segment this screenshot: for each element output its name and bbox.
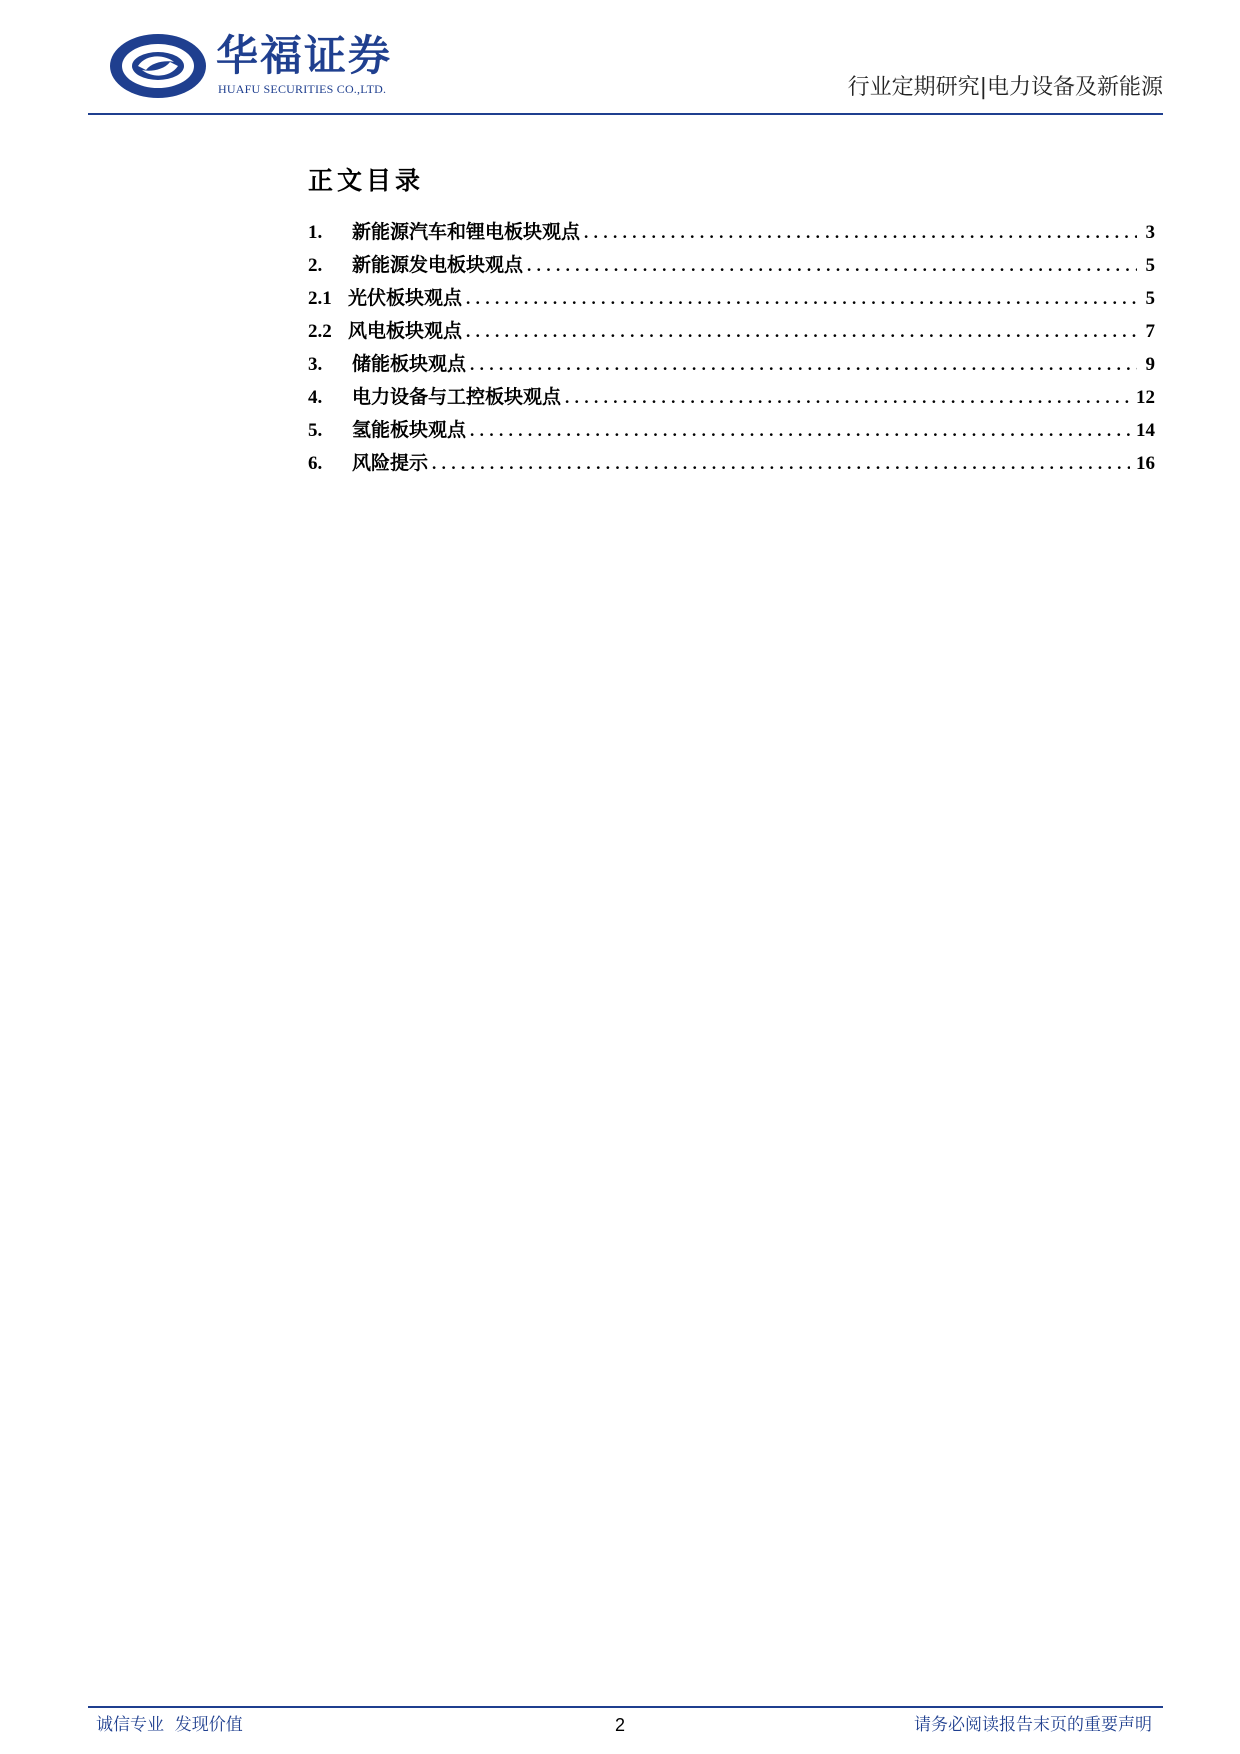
company-logo xyxy=(108,30,428,102)
toc-leader-dots xyxy=(584,216,1137,249)
toc-entry-2-1[interactable] xyxy=(308,282,1155,315)
huafu-logo-icon xyxy=(108,30,208,102)
toc-entry-page: 9 xyxy=(1145,354,1155,375)
header-divider xyxy=(88,113,1163,115)
footer-slogan: 诚信专业 发现价值 xyxy=(96,1715,243,1735)
toc-entry-page: 7 xyxy=(1145,321,1155,342)
toc-entry-number: 4. xyxy=(308,387,323,408)
page-number: 2 xyxy=(614,1715,625,1735)
toc-entry-label: 电力设备与工控板块观点 xyxy=(352,386,562,408)
toc-entry-number: 6. xyxy=(308,453,323,474)
report-type: 行业定期研究|电力设备及新能源 xyxy=(847,75,1163,100)
toc-leader-dots xyxy=(432,447,1130,480)
toc-leader-dots xyxy=(466,282,1137,315)
toc-entry-6[interactable] xyxy=(308,447,1155,480)
toc-entry-4[interactable] xyxy=(308,381,1155,414)
toc-entry-number: 5. xyxy=(308,420,323,441)
toc-entry-label: 光伏板块观点 xyxy=(348,287,463,309)
toc-entry-label: 新能源汽车和锂电板块观点 xyxy=(352,221,581,243)
toc-entry-page: 16 xyxy=(1136,453,1155,474)
toc-entry-number: 3. xyxy=(308,354,323,375)
logo-name-cn: 华福证券 xyxy=(216,31,393,80)
toc-leader-dots xyxy=(470,348,1137,381)
toc-title: 正文目录 xyxy=(308,166,425,195)
footer-divider xyxy=(88,1706,1163,1708)
toc-entry-number: 2.2 xyxy=(308,321,332,342)
toc-leader-dots xyxy=(466,315,1137,348)
table-of-contents xyxy=(308,216,1155,480)
toc-entry-label: 储能板块观点 xyxy=(352,353,467,375)
toc-leader-dots xyxy=(565,381,1130,414)
toc-entry-3[interactable] xyxy=(308,348,1155,381)
toc-entry-page: 12 xyxy=(1136,387,1155,408)
toc-entry-page: 5 xyxy=(1145,255,1155,276)
toc-entry-5[interactable] xyxy=(308,414,1155,447)
page-header xyxy=(88,28,1163,116)
toc-leader-dots xyxy=(470,414,1130,447)
logo-name-en: HUAFU SECURITIES CO.,LTD. xyxy=(218,82,387,96)
toc-entry-label: 新能源发电板块观点 xyxy=(352,254,524,276)
toc-entry-2-2[interactable] xyxy=(308,315,1155,348)
toc-entry-2[interactable] xyxy=(308,249,1155,282)
toc-entry-number: 1. xyxy=(308,222,323,243)
toc-entry-number: 2. xyxy=(308,255,323,276)
toc-entry-label: 风险提示 xyxy=(352,452,429,474)
footer-disclaimer: 请务必阅读报告末页的重要声明 xyxy=(914,1715,1152,1735)
toc-entry-label: 风电板块观点 xyxy=(348,320,463,342)
toc-entry-page: 5 xyxy=(1145,288,1155,309)
toc-entry-1[interactable] xyxy=(308,216,1155,249)
toc-entry-number: 2.1 xyxy=(308,288,332,309)
toc-entry-label: 氢能板块观点 xyxy=(352,419,467,441)
toc-entry-page: 3 xyxy=(1145,222,1155,243)
toc-entry-page: 14 xyxy=(1136,420,1155,441)
toc-leader-dots xyxy=(527,249,1137,282)
